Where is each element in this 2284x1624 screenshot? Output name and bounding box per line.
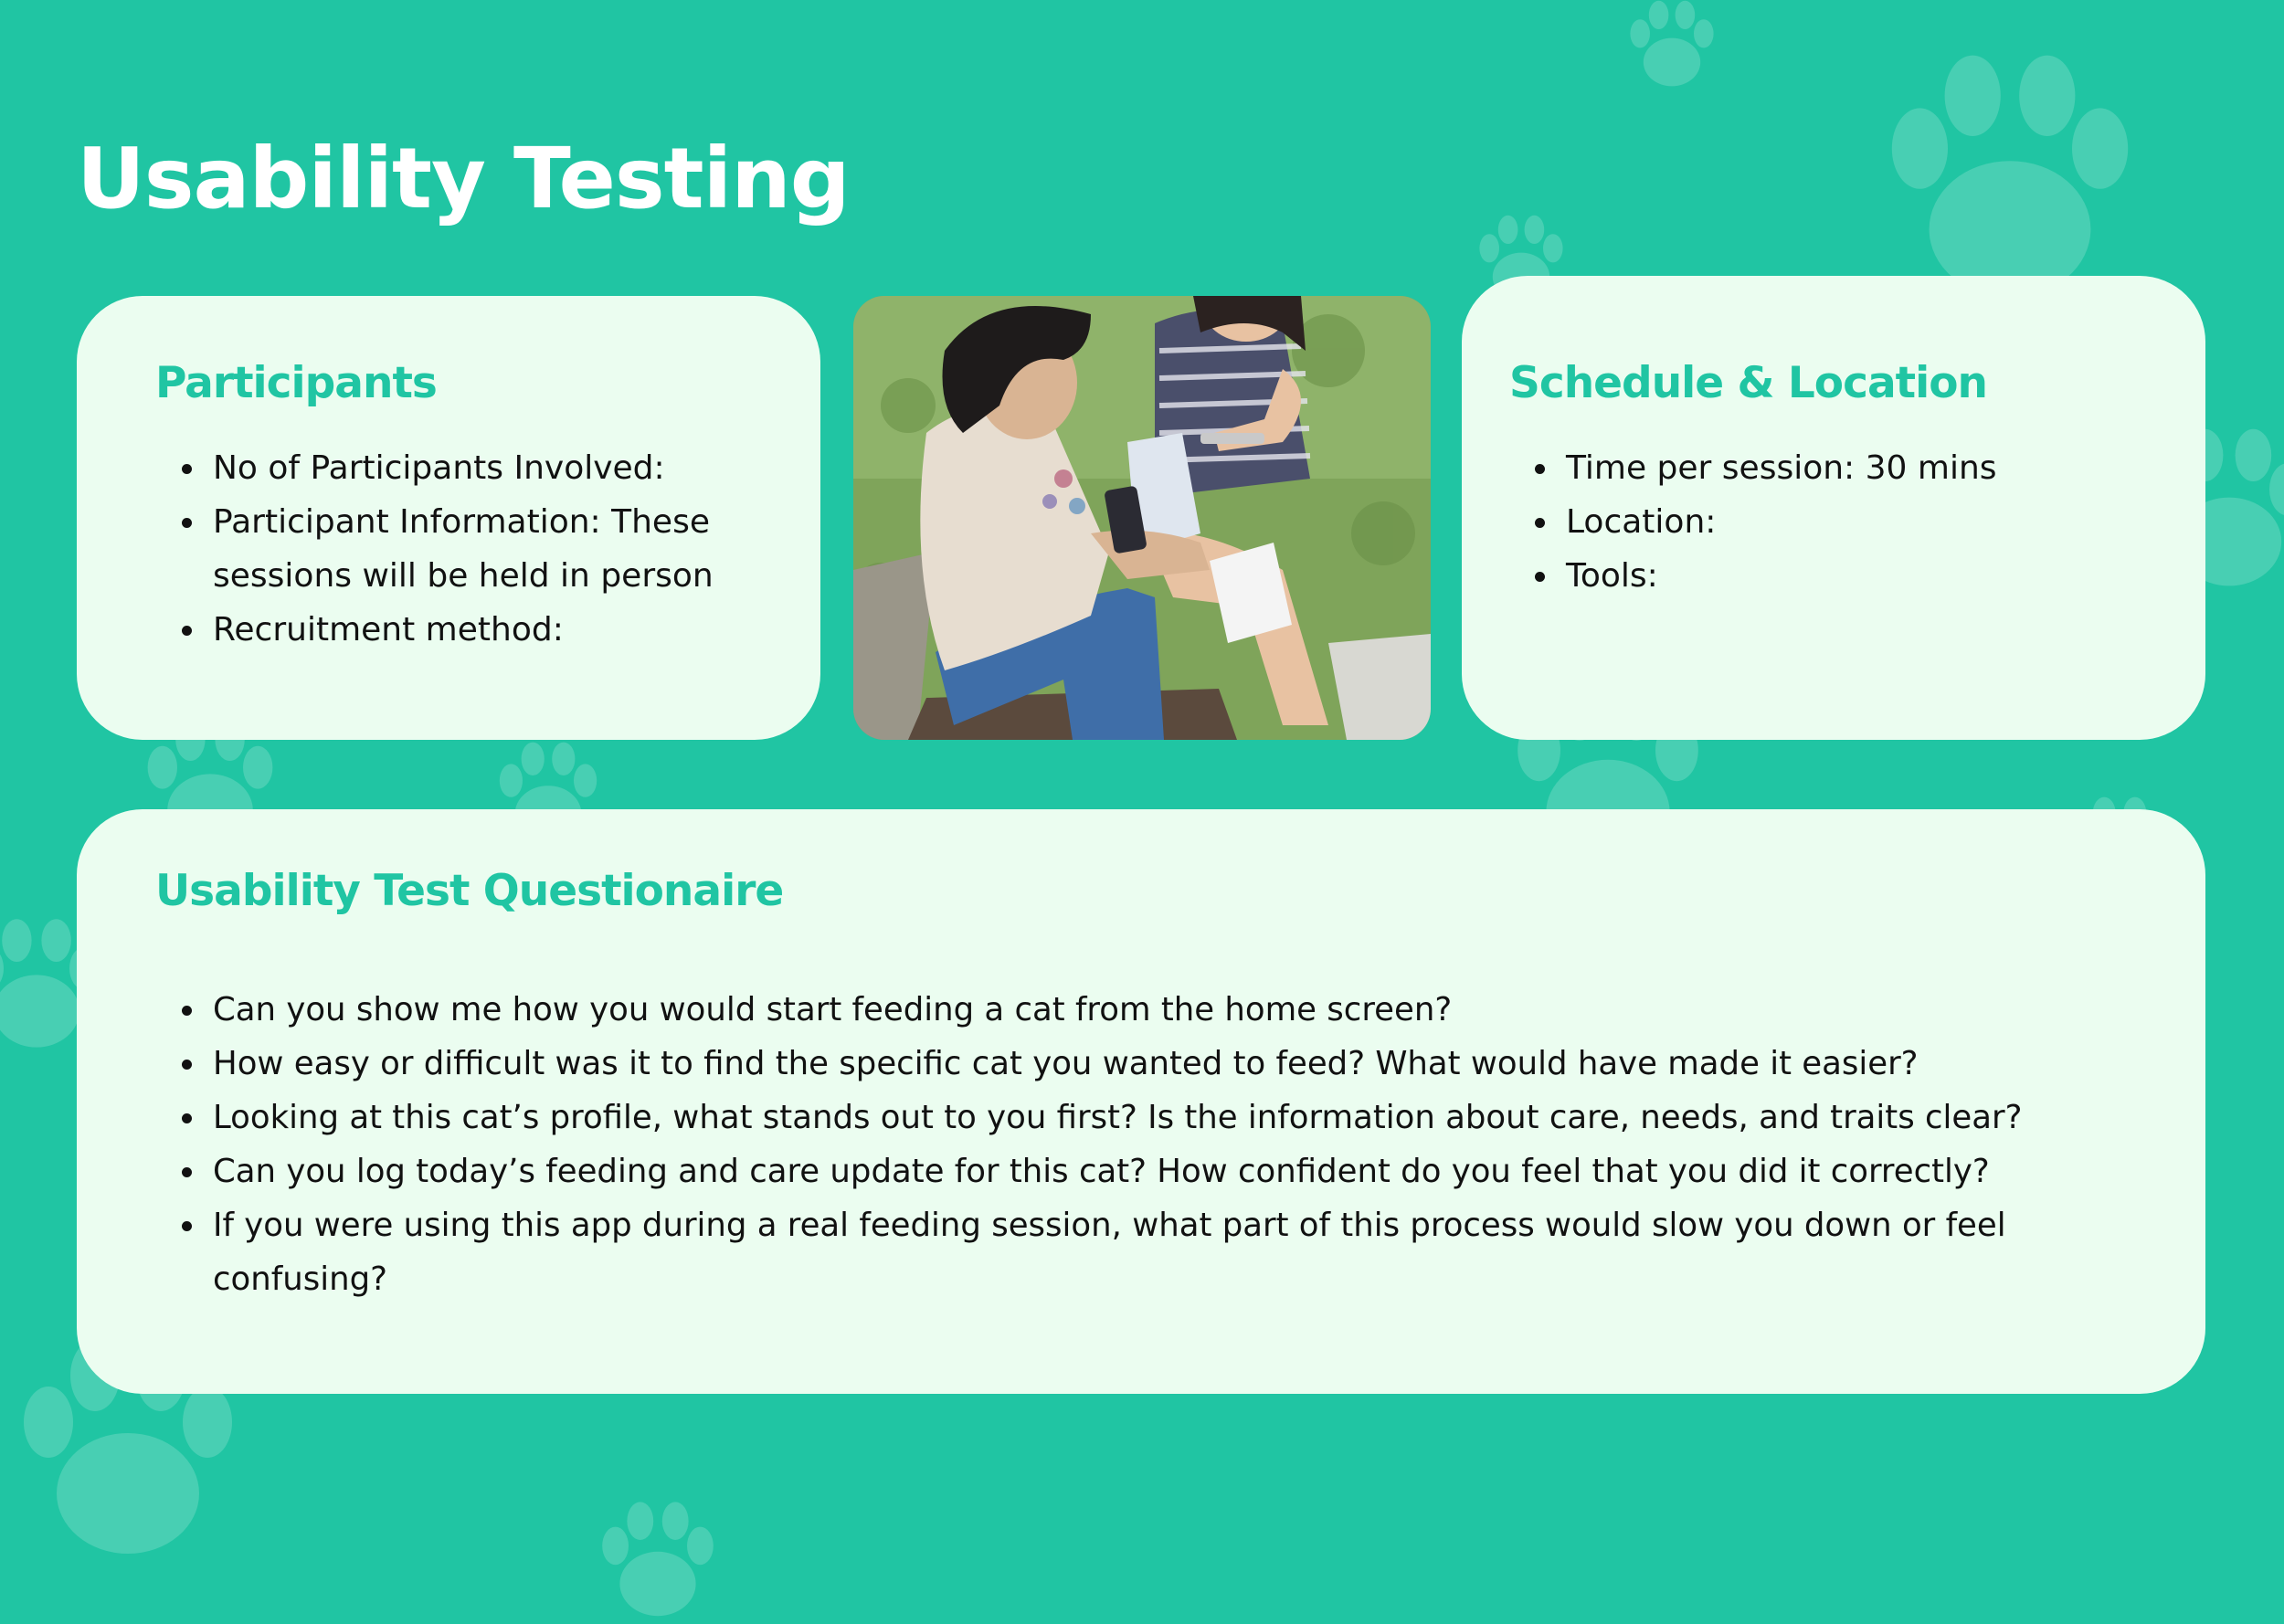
page-title: Usability Testing [77,130,850,227]
participants-list [213,441,798,657]
paw-print-icon [1892,56,2128,298]
paw-print-icon [1630,1,1713,87]
questionnaire-card [77,809,2205,1394]
list-item: Location: [1566,495,2169,549]
list-item: Can you show me how you would start feeding a cat from the home screen? [213,983,2150,1037]
list-item: How easy or difficult was it to find the specific cat you wanted to feed? What would have made it easier? [213,1037,2150,1091]
schedule-list [1566,441,2169,603]
photo-illustration [853,296,1431,740]
list-item: No of Participants Involved: [213,441,798,495]
participants-card [77,296,820,740]
questionnaire-list [213,983,2150,1306]
list-item: Can you log today’s feeding and care update for this cat? How confident do you feel that you did it correctly? [213,1144,2150,1198]
questionnaire-heading: Usability Test Questionaire [155,866,784,916]
schedule-heading: Schedule & Location [1509,358,1987,408]
list-item: Time per session: 30 mins [1566,441,2169,495]
participants-heading: Participants [155,358,437,408]
list-item: Recruitment method: [213,603,798,657]
usability-session-photo [853,296,1431,740]
list-item: Tools: [1566,549,2169,603]
list-item: If you were using this app during a real feeding session, what part of this process would slow you down or feel confusing? [213,1198,2150,1306]
list-item: Looking at this cat’s profile, what stands out to you first? Is the information about care, needs, and traits clear? [213,1091,2150,1144]
schedule-card [1462,276,2205,740]
paw-print-icon [602,1502,714,1616]
list-item: Participant Information: These sessions will be held in person [213,495,798,603]
